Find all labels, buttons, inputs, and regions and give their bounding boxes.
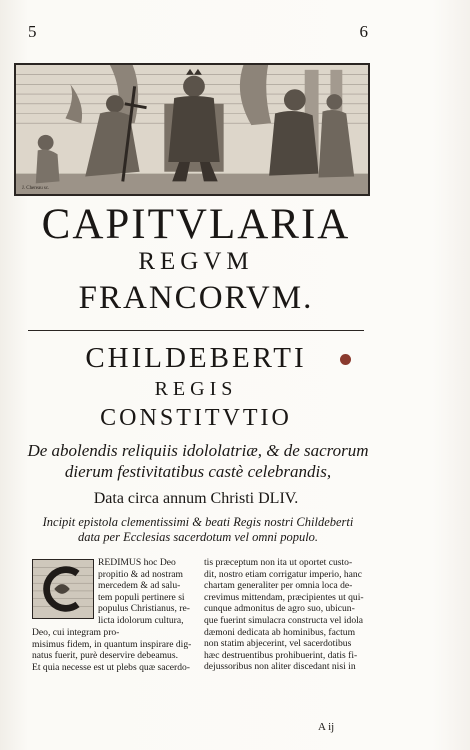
text-line: dejussoribus non aliter discedant nisi in <box>204 661 356 673</box>
text-line: natus fuerit, purè deservire debeamus. <box>32 650 178 662</box>
signature-mark: A ij <box>318 721 335 733</box>
text-line: dit, nostro etiam corrigatur imperio, hanc <box>204 568 362 580</box>
text-line: Et quia necesse est ut plebs quæ sacerdo- <box>32 661 190 673</box>
text-line: Deo, cui integram pro- <box>32 627 120 638</box>
text-line: chartam generaliter per omnia loca de- <box>204 580 353 592</box>
main-title-capitularia: CAPITVLARIA <box>41 201 351 248</box>
text-line: non statim abjecerint, vel sacerdotibus <box>204 638 352 650</box>
red-ink-mark <box>340 354 351 365</box>
text-line: misimus fidem, in quantum inspirare dig- <box>32 638 192 650</box>
heading-constitutio: CONSTITVTIO <box>100 405 292 431</box>
body-text-beside-initial <box>98 557 194 627</box>
text-line: hæc destruentibus prohibuerint, datis fi- <box>204 649 358 661</box>
page-number-left: 5 <box>28 22 37 41</box>
body-text-right-column <box>204 557 370 673</box>
text-line: que fuerint simulacra constructa vel idola <box>204 614 364 626</box>
text-line: REDIMUS hoc Deo <box>98 557 176 568</box>
heading-childeberti: CHILDEBERTI <box>85 342 307 374</box>
heading-regis: REGIS <box>154 378 238 400</box>
text-line: mercedem & ad salu- <box>98 580 181 592</box>
page-number-right: 6 <box>359 22 368 41</box>
main-title-regum: REGVM <box>138 248 254 275</box>
text-line: dæmoni dedicata ab hominibus, factum <box>204 626 356 638</box>
body-text-left-column <box>32 627 194 673</box>
incipit-text: Incipit epistola clementissimi & beati Regis nostri Childeberti data per Ecclesias sacerdotum vel omni populo. <box>42 515 354 544</box>
text-line: propitio & ad nostram <box>98 568 183 580</box>
text-line: crevimus mittendam, præcipientes ut qui- <box>204 591 364 603</box>
text-line: licta idolorum cultura, <box>98 614 184 626</box>
date-line: Data circa annum Christi DLIV. <box>93 490 299 507</box>
main-title-francorum: FRANCORVM. <box>78 280 314 316</box>
subtitle-italic: De abolendis reliquiis idololatriæ, & de sacrorum dierum festivitatibus castè celebrandis, <box>27 441 369 481</box>
svg-text:J. Chereau sc.: J. Chereau sc. <box>21 186 50 192</box>
text-line: populus Christianus, re- <box>98 603 190 615</box>
text-line: tis præceptum non ita ut oportet custo- <box>204 557 353 568</box>
text-line: cunque admonitus de agro suo, ubicun- <box>204 603 355 615</box>
decorated-initial-c <box>32 559 94 619</box>
engraved-headpiece-illustration <box>14 63 370 196</box>
section-divider-rule <box>28 330 364 331</box>
text-line: tem populi pertinere si <box>98 591 185 603</box>
